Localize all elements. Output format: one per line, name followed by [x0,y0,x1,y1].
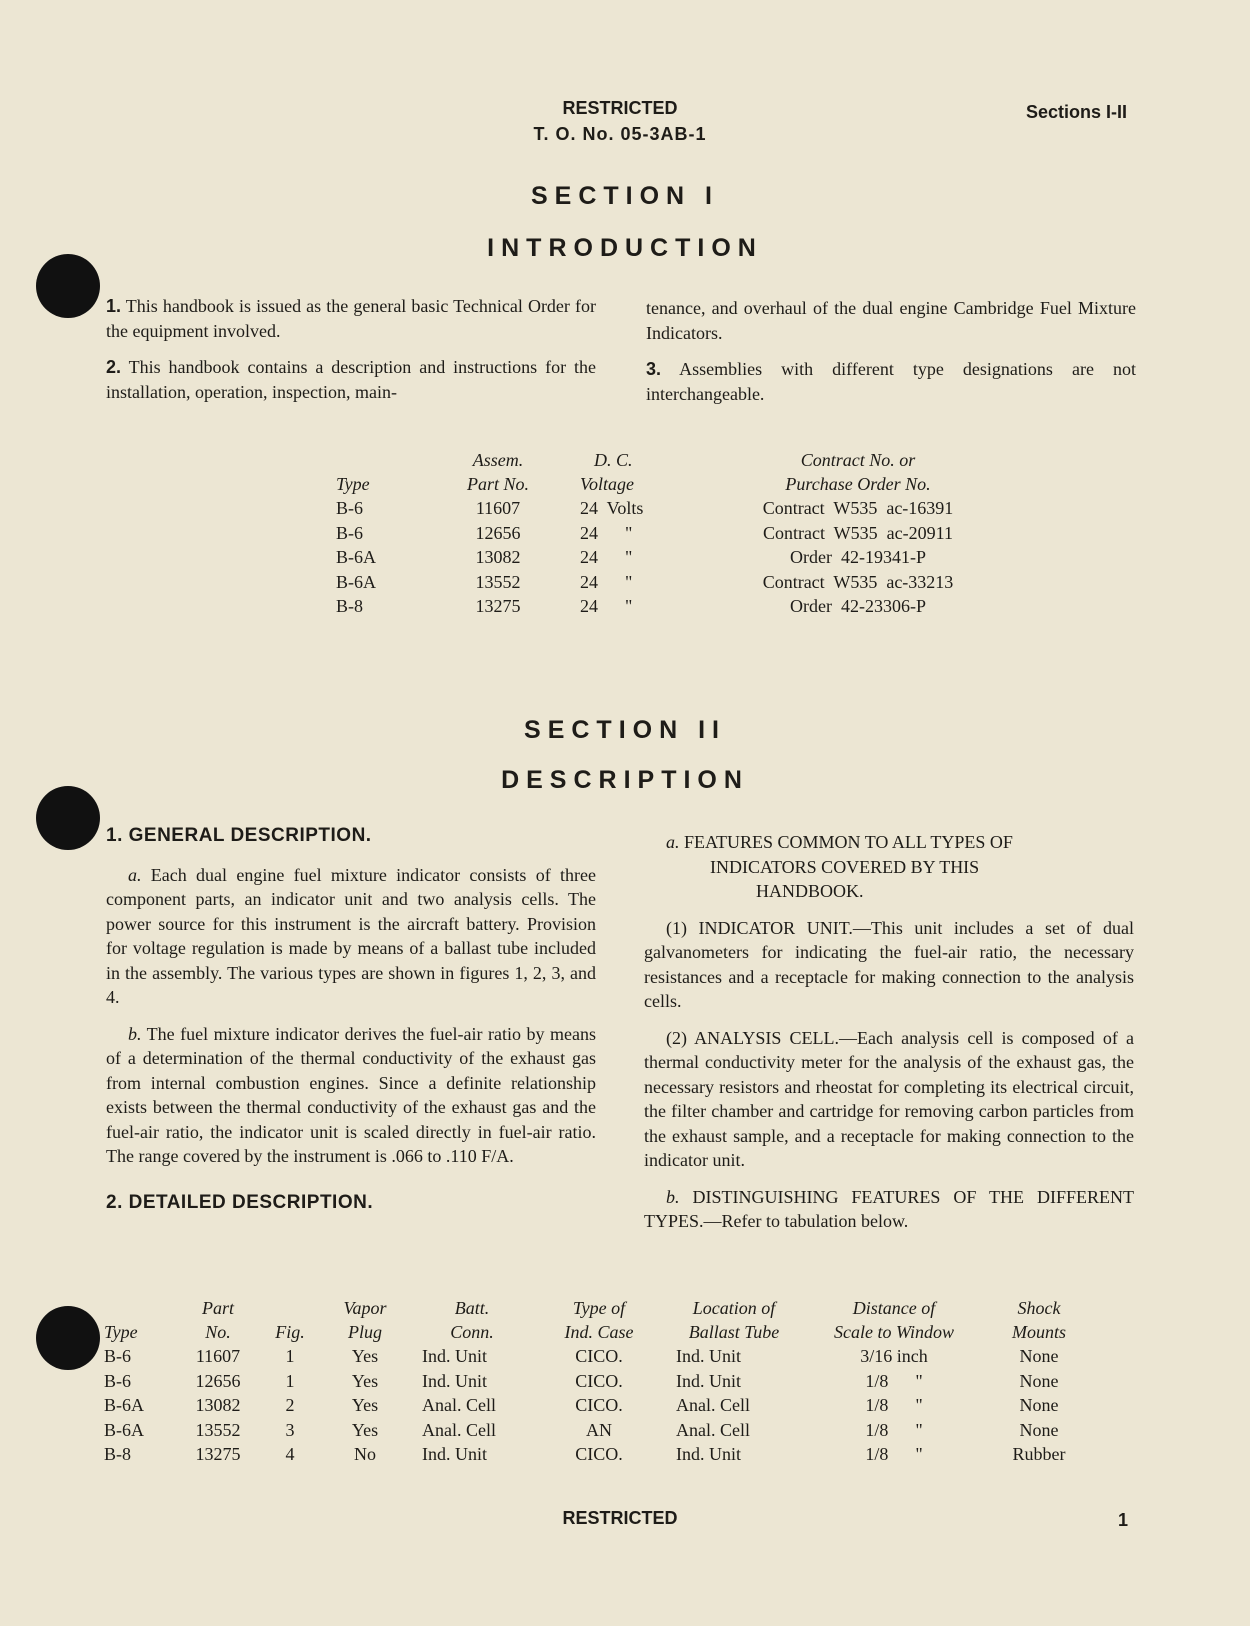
cell-fig: 1 [285,1346,295,1366]
cell-dist: 1/8 " [865,1444,923,1464]
cell-batt: Ind. Unit [422,1370,487,1391]
cell-dist: 3/16 inch [860,1346,928,1366]
cell-type: B-6 [104,1370,131,1391]
indicator-unit-paragraph: (1) INDICATOR UNIT.—This unit includes a set of dual galvanometers for indicating the fuel-air ratio, the necessary resistances and a receptacle for making connection to the analysis cells. [644,917,1134,1011]
cell-part: 11607 [195,1346,241,1366]
cell-type: B-6A [104,1419,144,1440]
section1-left-column [106,294,596,416]
page-number: 1 [1118,1510,1129,1530]
cell-part-no: 11607 [475,498,521,518]
cell-case: CICO. [575,1395,623,1415]
cell-batt: Ind. Unit [422,1346,487,1366]
cell-ballast: Anal. Cell [676,1419,750,1440]
section2-left-column [106,824,596,1215]
cell-part: 13552 [195,1419,241,1440]
cell-vapor: Yes [351,1419,379,1440]
col-shock-mounts: Shock Mounts [1012,1298,1066,1342]
cell-case: CICO. [575,1346,623,1366]
table-row [104,1369,1094,1394]
cell-batt: Ind. Unit [422,1444,487,1464]
cell-fig: 4 [285,1444,295,1464]
col-type: Type [104,1322,138,1342]
distinguishing-features-table [104,1296,1094,1467]
cell-dist: 1/8 " [865,1419,923,1440]
table-row [104,1442,1094,1467]
paragraph-b: b. The fuel mixture indicator derives the fuel-air ratio by means of a determination of the thermal conductivity of the exhaust gas from internal combustion engines. Since a definite relationship exists between the thermal conductivity of the exhaust gas and the fuel-air ratio, the indicator unit is scaled directly in fuel-air ratio. The range covered by the instrument is .066 to .110 F/A. [106,1023,596,1166]
col-contract: Contract No. or Purchase Order No. [785,450,931,494]
cell-type: B-8 [336,596,363,616]
binder-hole-top [36,254,100,318]
binder-hole-bottom [36,1306,100,1370]
cell-part-no: 13552 [475,571,521,592]
table-row [336,521,978,546]
cell-type: B-6 [336,522,363,543]
section1-subtitle: INTRODUCTION [487,234,763,262]
cell-contract: Contract W535 ac-33213 [762,571,954,592]
cell-type: B-6 [104,1346,131,1366]
features-common-heading: a. FEATURES COMMON TO ALL TYPES OF INDICATORS COVERED BY THIS HANDBOOK. [666,832,1013,901]
table-row [336,594,978,619]
table-row [336,496,978,521]
col-voltage: D. C. Voltage [580,450,634,494]
cell-shock: None [1019,1346,1059,1366]
cell-ballast: Ind. Unit [676,1370,741,1391]
table-header-row [104,1296,1094,1344]
table1-body [336,496,978,619]
cell-dist: 1/8 " [865,1395,923,1415]
cell-vapor: Yes [351,1370,379,1391]
cell-contract: Order 42-23306-P [790,596,926,616]
cell-case: AN [586,1419,612,1440]
assembly-voltage-table [336,448,978,619]
cell-vapor: Yes [351,1346,379,1366]
table-row [104,1393,1094,1418]
cell-vapor: Yes [351,1395,379,1415]
table-row [104,1344,1094,1369]
section2-right-column [644,830,1134,1246]
binder-hole-middle [36,786,100,850]
cell-contract: Contract W535 ac-20911 [763,522,953,543]
cell-shock: None [1019,1370,1059,1391]
cell-batt: Anal. Cell [422,1419,496,1440]
cell-case: CICO. [575,1370,623,1391]
paragraph-a: a. Each dual engine fuel mixture indicator consists of three component parts, an indicator unit and two analysis cells. The power source for this instrument is the aircraft battery. Provision for voltage regulation is made by means of a ballast tube included in the assembly. The various types are shown in figures 1, 2, 3, and 4. [106,864,596,1007]
cell-ballast: Anal. Cell [676,1395,750,1415]
cell-fig: 2 [285,1395,295,1415]
analysis-cell-paragraph: (2) ANALYSIS CELL.—Each analysis cell is composed of a thermal conductivity meter for the analysis of the exhaust gas, the necessary resistors and rheostat for completing its electrical circuit, the filter chamber and cartridge for removing carbon particles from the exhaust sample, and a receptacle for making connection to the indicator unit. [644,1027,1134,1170]
table-row [336,545,978,570]
cell-part: 12656 [195,1370,241,1391]
distinguishing-features-paragraph: b. DISTINGUISHING FEATURES OF THE DIFFERENT TYPES.—Refer to tabulation below. [644,1186,1134,1231]
header-restricted: RESTRICTED [562,98,678,118]
cell-part-no: 13275 [475,596,521,616]
cell-ballast: Ind. Unit [676,1346,741,1366]
col-batt-conn: Batt. Conn. [450,1298,494,1342]
paragraph-2: 2. This handbook contains a description and instructions for the installation, operation, inspection, main- [106,357,596,402]
col-ballast-tube: Location of Ballast Tube [688,1298,780,1342]
cell-dist: 1/8 " [865,1370,923,1391]
table-header-row [336,448,978,496]
cell-part: 13082 [195,1395,241,1415]
cell-voltage: 24 Volts [580,498,644,518]
section1-right-column [646,296,1136,418]
col-distance: Distance of Scale to Window [834,1298,954,1342]
col-fig: Fig. [275,1322,305,1342]
cell-voltage: 24 " [580,522,633,543]
cell-voltage: 24 " [580,571,633,592]
paragraph-3: 3. Assemblies with different type designations are not interchangeable. [646,359,1136,404]
col-ind-case: Type of Ind. Case [564,1298,634,1342]
detailed-description-heading: 2. DETAILED DESCRIPTION. [106,1191,374,1213]
cell-voltage: 24 " [580,547,633,567]
section2-title: SECTION II [524,716,726,744]
cell-contract: Order 42-19341-P [790,547,926,567]
cell-contract: Contract W535 ac-16391 [762,498,954,518]
cell-type: B-6 [336,498,363,518]
cell-ballast: Ind. Unit [676,1444,741,1464]
cell-fig: 3 [285,1419,295,1440]
header-to-number: T. O. No. 05-3AB-1 [533,124,707,144]
cell-shock: None [1019,1395,1059,1415]
section1-title: SECTION I [530,182,719,210]
table-row [104,1418,1094,1443]
cell-batt: Anal. Cell [422,1395,496,1415]
col-part: Assem. Part No. [466,450,529,494]
table-row [336,570,978,595]
cell-type: B-6A [336,547,376,567]
cell-shock: None [1019,1419,1059,1440]
cell-type: B-8 [104,1444,131,1464]
general-description-heading: 1. GENERAL DESCRIPTION. [106,825,372,846]
col-type: Type [336,474,370,494]
footer-restricted: RESTRICTED [562,1508,678,1528]
section2-subtitle: DESCRIPTION [501,766,749,794]
col-vapor-plug: Vapor Plug [343,1298,387,1342]
cell-part-no: 12656 [475,522,521,543]
cell-type: B-6A [104,1395,144,1415]
cell-voltage: 24 " [580,596,633,616]
cell-part: 13275 [195,1444,241,1464]
cell-case: CICO. [575,1444,623,1464]
paragraph-2-continued: tenance, and overhaul of the dual engine Cambridge Fuel Mixture Indicators. [646,298,1136,343]
paragraph-1: 1. This handbook is issued as the general basic Technical Order for the equipment involved. [106,296,596,341]
table2-body [104,1344,1094,1467]
cell-vapor: No [354,1444,376,1464]
cell-part-no: 13082 [475,547,521,567]
col-part-no: Part No. [201,1298,234,1342]
cell-shock: Rubber [1012,1444,1066,1464]
header-sections: Sections I-II [1026,102,1128,122]
cell-fig: 1 [285,1370,295,1391]
cell-type: B-6A [336,571,376,592]
